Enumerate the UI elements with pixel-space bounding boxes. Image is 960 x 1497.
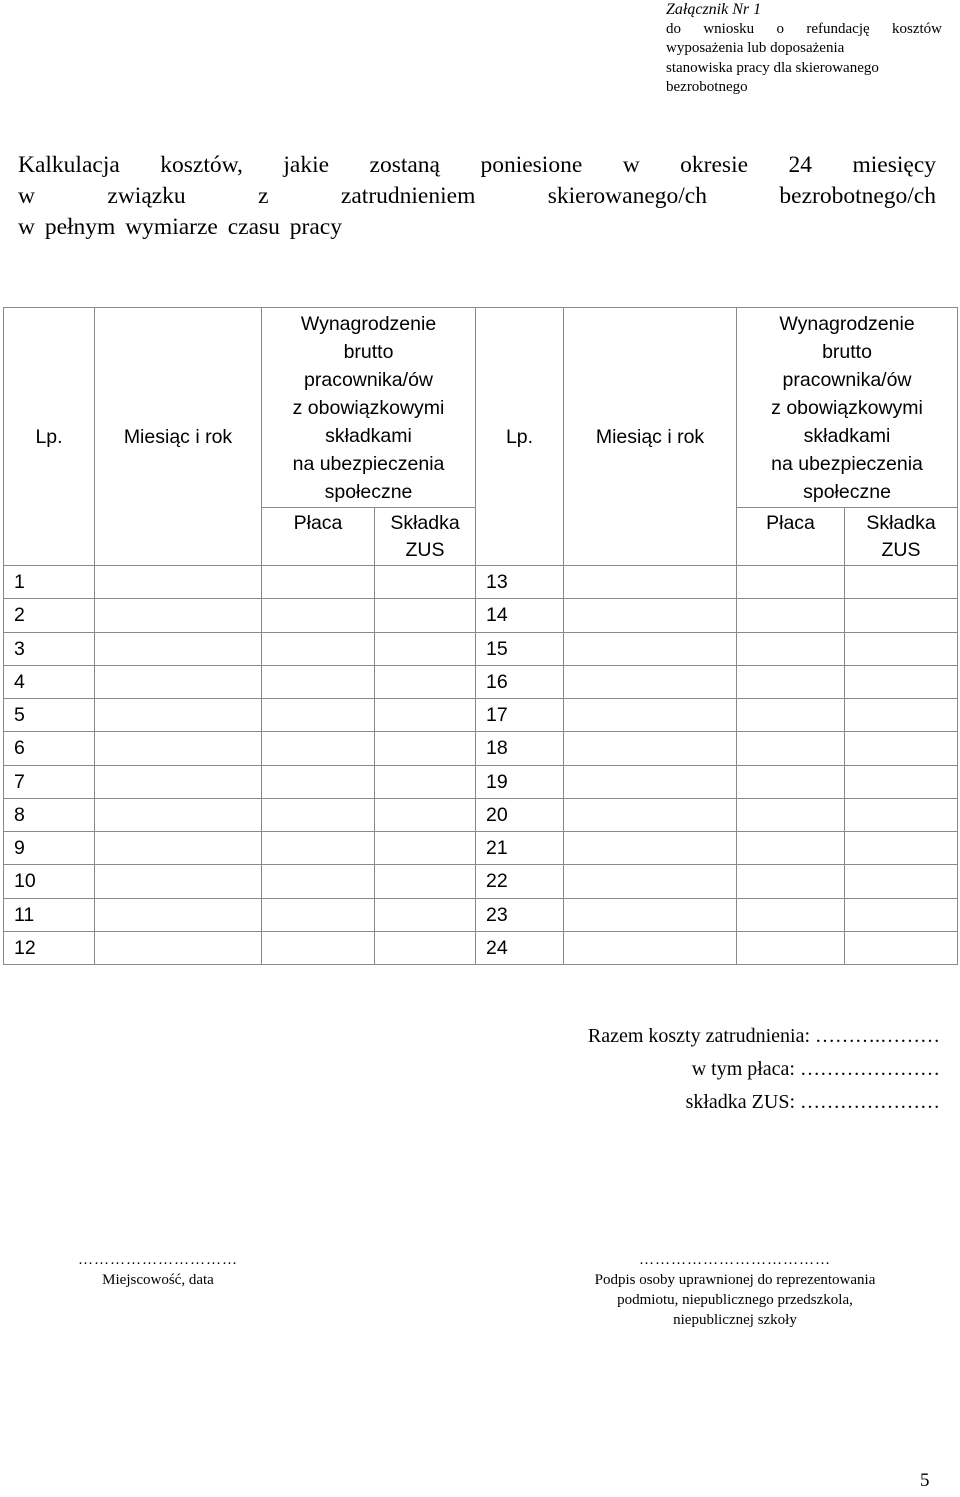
pay-cell-left bbox=[262, 865, 375, 898]
table-row bbox=[4, 599, 958, 632]
header-zus-line: Składka bbox=[866, 512, 936, 534]
signature-caption-line: podmiotu, niepublicznego przedszkola, bbox=[617, 1292, 853, 1308]
title-line: w związku z zatrudnieniem skierowanego/ch bezrobotnego/ch bbox=[18, 183, 936, 209]
row-number-right: 23 bbox=[476, 898, 564, 931]
pay-cell-right bbox=[737, 865, 845, 898]
row-number-right: 16 bbox=[476, 665, 564, 698]
header-lp-right: Lp. bbox=[476, 308, 564, 566]
zus-cell-right bbox=[845, 765, 958, 798]
header-wage-right bbox=[737, 308, 958, 508]
month-cell-left bbox=[95, 798, 262, 831]
zus-cell-left bbox=[375, 865, 476, 898]
row-number-right: 19 bbox=[476, 765, 564, 798]
title-line: Kalkulacja kosztów, jakie zostaną poniesione w okresie 24 miesięcy bbox=[18, 152, 936, 178]
month-cell-left bbox=[95, 732, 262, 765]
header-month-right: Miesiąc i rok bbox=[564, 308, 737, 566]
place-date-caption: Miejscowość, data bbox=[102, 1272, 214, 1288]
month-cell-right bbox=[564, 599, 737, 632]
annex-line: do wniosku o refundację kosztów bbox=[666, 20, 942, 37]
pay-cell-left bbox=[262, 765, 375, 798]
month-cell-right bbox=[564, 798, 737, 831]
pay-cell-left bbox=[262, 599, 375, 632]
zus-cell-left bbox=[375, 931, 476, 964]
header-wage-line: na ubezpieczenia bbox=[292, 452, 445, 475]
total-zus-line: składka ZUS: ………………… bbox=[685, 1091, 940, 1113]
month-cell-left bbox=[95, 599, 262, 632]
zus-cell-left bbox=[375, 798, 476, 831]
total-pay-line: w tym płaca: ………………… bbox=[691, 1058, 940, 1080]
pay-cell-right bbox=[737, 765, 845, 798]
header-wage-line: na ubezpieczenia bbox=[771, 452, 923, 475]
total-costs-line: Razem koszty zatrudnienia: ……….……… bbox=[587, 1025, 940, 1047]
pay-cell-right bbox=[737, 566, 845, 599]
pay-cell-right bbox=[737, 832, 845, 865]
zus-cell-left bbox=[375, 898, 476, 931]
zus-cell-right bbox=[845, 931, 958, 964]
row-number-left: 8 bbox=[4, 798, 95, 831]
annex-title: Załącznik Nr 1 bbox=[666, 1, 762, 18]
pay-cell-left bbox=[262, 566, 375, 599]
cost-calculation-table bbox=[3, 307, 958, 965]
header-pay-left: Płaca bbox=[262, 508, 375, 566]
month-cell-right bbox=[564, 665, 737, 698]
signature-caption-line: Podpis osoby uprawnionej do reprezentowania bbox=[594, 1272, 876, 1288]
table-row bbox=[4, 566, 958, 599]
header-wage-line: składkami bbox=[803, 424, 891, 447]
table-row bbox=[4, 765, 958, 798]
header-wage-line: społeczne bbox=[324, 480, 413, 503]
title-line: w pełnym wymiarze czasu pracy bbox=[18, 214, 342, 240]
header-zus-line: ZUS bbox=[881, 539, 921, 561]
month-cell-left bbox=[95, 898, 262, 931]
row-number-left: 2 bbox=[4, 599, 95, 632]
annex-line: bezrobotnego bbox=[666, 79, 748, 95]
header-wage-line: brutto bbox=[822, 340, 872, 363]
zus-cell-left bbox=[375, 832, 476, 865]
header-wage-line: Wynagrodzenie bbox=[779, 312, 915, 335]
month-cell-right bbox=[564, 732, 737, 765]
pay-cell-right bbox=[737, 898, 845, 931]
header-wage-left bbox=[262, 308, 476, 508]
row-number-right: 20 bbox=[476, 798, 564, 831]
zus-cell-right bbox=[845, 832, 958, 865]
zus-cell-right bbox=[845, 599, 958, 632]
header-pay-right: Płaca bbox=[737, 508, 845, 566]
row-number-left: 11 bbox=[4, 898, 95, 931]
document-title bbox=[18, 150, 936, 243]
header-zus-line: ZUS bbox=[405, 539, 445, 561]
zus-cell-right bbox=[845, 699, 958, 732]
annex-line: stanowiska pracy dla skierowanego bbox=[666, 59, 879, 76]
zus-cell-left bbox=[375, 732, 476, 765]
row-number-right: 13 bbox=[476, 566, 564, 599]
row-number-left: 12 bbox=[4, 931, 95, 964]
pay-cell-right bbox=[737, 665, 845, 698]
table-row bbox=[4, 732, 958, 765]
row-number-right: 22 bbox=[476, 865, 564, 898]
pay-cell-right bbox=[737, 732, 845, 765]
month-cell-right bbox=[564, 632, 737, 665]
dotted-line: ………………………… bbox=[78, 1252, 238, 1268]
zus-cell-left bbox=[375, 599, 476, 632]
month-cell-right bbox=[564, 566, 737, 599]
annex-line: wyposażenia lub doposażenia bbox=[666, 40, 845, 56]
annex-note bbox=[666, 0, 942, 98]
table-row bbox=[4, 632, 958, 665]
pay-cell-left bbox=[262, 699, 375, 732]
page-number: 5 bbox=[920, 1470, 930, 1491]
authorized-signature bbox=[540, 1250, 930, 1330]
pay-cell-left bbox=[262, 798, 375, 831]
signature-caption-line: niepublicznej szkoły bbox=[673, 1312, 797, 1328]
zus-cell-left bbox=[375, 632, 476, 665]
place-date-signature bbox=[18, 1250, 298, 1290]
row-number-right: 18 bbox=[476, 732, 564, 765]
table-row bbox=[4, 665, 958, 698]
month-cell-left bbox=[95, 566, 262, 599]
header-wage-line: pracownika/ów bbox=[304, 368, 433, 391]
month-cell-right bbox=[564, 931, 737, 964]
header-wage-line: Wynagrodzenie bbox=[300, 312, 437, 335]
dotted-line: ……………………………… bbox=[639, 1252, 831, 1268]
table-row bbox=[4, 832, 958, 865]
pay-cell-left bbox=[262, 665, 375, 698]
pay-cell-left bbox=[262, 931, 375, 964]
header-zus-right bbox=[845, 508, 958, 566]
row-number-right: 21 bbox=[476, 832, 564, 865]
row-number-right: 15 bbox=[476, 632, 564, 665]
zus-cell-right bbox=[845, 865, 958, 898]
zus-cell-left bbox=[375, 765, 476, 798]
header-month-left: Miesiąc i rok bbox=[95, 308, 262, 566]
header-zus-left bbox=[375, 508, 476, 566]
header-wage-line: społeczne bbox=[803, 480, 891, 503]
header-wage-line: pracownika/ów bbox=[782, 368, 912, 391]
table-row bbox=[4, 865, 958, 898]
pay-cell-right bbox=[737, 599, 845, 632]
pay-cell-left bbox=[262, 898, 375, 931]
month-cell-right bbox=[564, 865, 737, 898]
table-row bbox=[4, 898, 958, 931]
pay-cell-right bbox=[737, 798, 845, 831]
zus-cell-right bbox=[845, 898, 958, 931]
row-number-right: 14 bbox=[476, 599, 564, 632]
pay-cell-left bbox=[262, 732, 375, 765]
row-number-left: 5 bbox=[4, 699, 95, 732]
header-zus-line: Składka bbox=[390, 512, 460, 534]
month-cell-left bbox=[95, 665, 262, 698]
zus-cell-right bbox=[845, 566, 958, 599]
header-lp-left: Lp. bbox=[4, 308, 95, 566]
header-wage-line: z obowiązkowymi bbox=[292, 396, 445, 419]
row-number-left: 1 bbox=[4, 566, 95, 599]
pay-cell-right bbox=[737, 632, 845, 665]
row-number-left: 10 bbox=[4, 865, 95, 898]
month-cell-left bbox=[95, 865, 262, 898]
table-row bbox=[4, 931, 958, 964]
month-cell-left bbox=[95, 632, 262, 665]
header-wage-line: brutto bbox=[343, 340, 394, 363]
month-cell-right bbox=[564, 832, 737, 865]
pay-cell-right bbox=[737, 931, 845, 964]
table-row bbox=[4, 699, 958, 732]
row-number-right: 24 bbox=[476, 931, 564, 964]
row-number-left: 9 bbox=[4, 832, 95, 865]
row-number-right: 17 bbox=[476, 699, 564, 732]
header-wage-line: składkami bbox=[325, 424, 412, 447]
month-cell-left bbox=[95, 765, 262, 798]
zus-cell-left bbox=[375, 665, 476, 698]
zus-cell-right bbox=[845, 732, 958, 765]
zus-cell-right bbox=[845, 665, 958, 698]
month-cell-left bbox=[95, 931, 262, 964]
row-number-left: 4 bbox=[4, 665, 95, 698]
zus-cell-left bbox=[375, 566, 476, 599]
zus-cell-right bbox=[845, 632, 958, 665]
zus-cell-right bbox=[845, 798, 958, 831]
header-wage-line: z obowiązkowymi bbox=[771, 396, 923, 419]
row-number-left: 6 bbox=[4, 732, 95, 765]
month-cell-left bbox=[95, 699, 262, 732]
row-number-left: 7 bbox=[4, 765, 95, 798]
pay-cell-left bbox=[262, 632, 375, 665]
month-cell-right bbox=[564, 699, 737, 732]
month-cell-right bbox=[564, 898, 737, 931]
month-cell-right bbox=[564, 765, 737, 798]
table-row bbox=[4, 798, 958, 831]
zus-cell-left bbox=[375, 699, 476, 732]
pay-cell-left bbox=[262, 832, 375, 865]
month-cell-left bbox=[95, 832, 262, 865]
totals-block bbox=[420, 1020, 940, 1119]
pay-cell-right bbox=[737, 699, 845, 732]
row-number-left: 3 bbox=[4, 632, 95, 665]
